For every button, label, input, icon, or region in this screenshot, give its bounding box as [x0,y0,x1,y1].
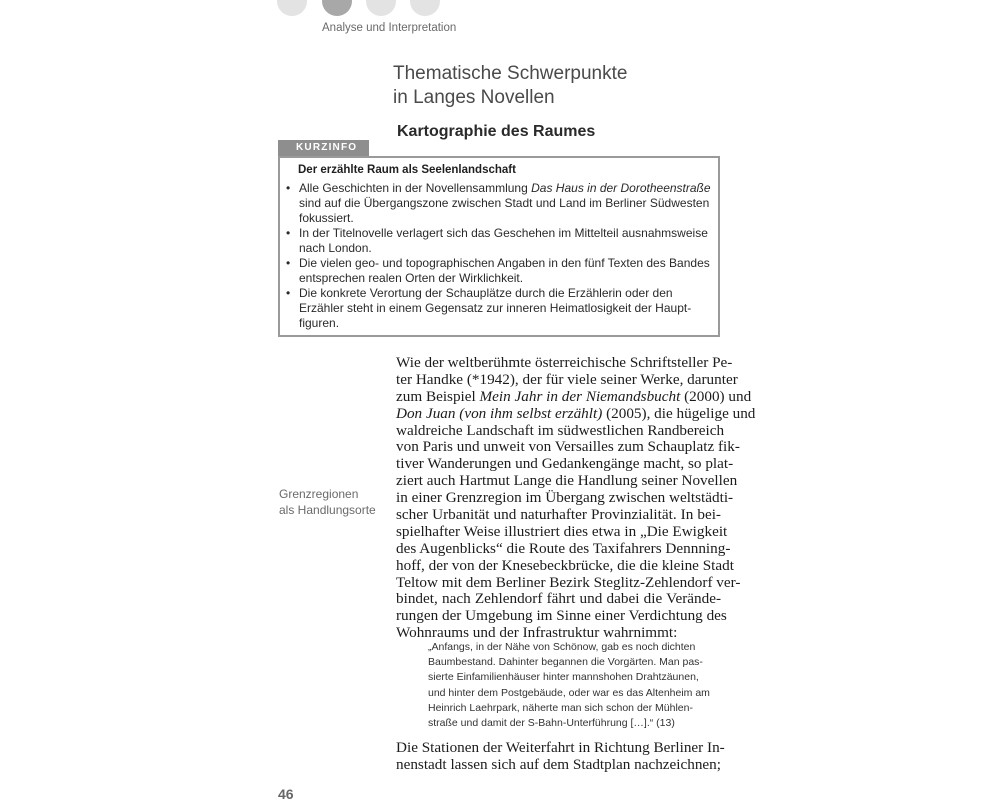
body-paragraph-2 [396,739,725,774]
quote-line: Heinrich Laehrpark, näherte man sich schon der Mühlen- [428,701,693,714]
text-line: Die Stationen der Weiterfahrt in Richtung Berliner In- [396,739,725,756]
text-line [396,387,752,406]
margin-note [279,486,376,518]
kurzinfo-item-line [299,241,714,256]
kurzinfo-item-line [299,226,714,241]
bullet-icon: • [286,256,291,270]
kurzinfo-item-line [299,196,714,211]
text-run: spielhafter Weise illustriert dies etwa in „Die Ewigkeit [396,522,728,540]
text-run: (2000) und [680,387,752,405]
text-line [396,489,734,507]
text-run: in einer Grenzregion im Übergang zwischen weltstädti- [396,489,734,507]
text-line [299,211,354,225]
text-run: sind auf die Übergangszone zwischen Stadt und Land im Berliner Südwesten [299,196,710,210]
text-line [396,539,731,558]
bullet-icon: • [286,181,291,195]
block-quote [428,640,720,731]
chapter-title-line-2: in Langes Novellen [393,87,555,108]
text-line [299,256,710,270]
text-line [396,522,728,541]
kurzinfo-item-line [299,211,714,226]
margin-note-line-1: Grenzregionen [279,487,359,501]
text-line [396,421,725,440]
kurzinfo-item-line [299,256,714,271]
text-line [396,556,734,575]
kurzinfo-item-line [299,316,714,331]
margin-note-line-2: als Handlungsorte [279,503,376,517]
section-label: Analyse und Interpretation [322,22,457,34]
kurzinfo-item [286,256,714,286]
text-run: tiver Wanderungen und Gedankengänge macht, so plat- [396,455,734,473]
chapter-indicator-4 [410,0,440,16]
text-line [299,181,711,195]
text-line [396,607,727,625]
text-line [396,455,734,473]
body-paragraph [396,354,756,642]
chapter-title-line-1: Thematische Schwerpunkte [393,63,628,84]
kurzinfo-item-line [299,181,714,196]
text-line [299,286,673,300]
chapter-indicator-2-active [322,0,352,16]
kurzinfo-item-line [299,286,714,301]
text-line [396,507,721,524]
text-run: fokussiert. [299,211,354,225]
section-subtitle: Kartographie des Raumes [397,123,596,140]
text-line [396,591,721,608]
text-line [396,370,738,389]
kurzinfo-item [286,226,714,256]
text-line [396,472,738,490]
quote-line: sierte Einfamilienhäuser hinter mannshohen Drahtzäunen, [428,671,699,684]
text-run: rungen der Umgebung im Sinne einer Verdichtung des [396,607,727,625]
text-run: Die konkrete Verortung der Schauplätze durch die Erzählerin oder den [299,286,673,300]
quote-line: straße und damit der S-Bahn-Unterführung […].“ (13) [428,717,675,730]
text-run: In der Titelnovelle verlagert sich das Geschehen im Mittelteil ausnahmsweise [299,226,708,240]
quote-line: „Anfangs, in der Nähe von Schönow, gab es noch dichten [428,641,696,653]
text-run: figuren. [299,316,340,330]
text-run: Wie der weltberühmte österreichische Schriftsteller Pe- [396,354,733,371]
text-run: Alle Geschichten in der Novellensammlung [299,181,532,195]
text-line [299,271,523,285]
kurzinfo-list [286,181,714,331]
text-run: von Paris und unweit von Versailles zum Schauplatz fik- [396,438,740,456]
text-run: Teltow mit dem Berliner Bezirk Steglitz-Zehlendorf ver- [396,573,741,591]
text-line [396,573,741,592]
quote-line: und hinter dem Postgebäude, oder war es das Altenheim am [428,686,710,699]
text-line: nenstadt lassen sich auf dem Stadtplan nachzeichnen; [396,755,721,773]
kurzinfo-item-line [299,271,714,286]
title-italic: Das Haus in der Dorotheenstraße [531,181,711,195]
text-run: entsprechen realen Orten der Wirklichkeit. [299,271,524,285]
text-line [299,241,372,255]
text-run: (2005), die hügelige und [602,404,756,422]
text-run: hoff, der von der Knesebeckbrücke, die die kleine Stadt [396,556,734,574]
text-run: ziert auch Hartmut Lange die Handlung seiner Novellen [396,472,738,490]
title-italic: Mein Jahr in der Niemandsbucht [479,387,681,405]
text-run: Wohnraums und der Infrastruktur wahrnimmt: [396,624,678,642]
chapter-title [393,62,627,110]
text-run: bindet, nach Zehlendorf fährt und dabei die Verände- [396,590,721,608]
page-number: 46 [278,786,294,802]
kurzinfo-heading: Der erzählte Raum als Seelenlandschaft [298,164,516,176]
text-line [396,438,740,456]
quote-line: Baumbestand. Dahinter begannen die Vorgärten. Man pas- [428,656,703,669]
text-line [299,316,339,330]
text-line [299,226,708,240]
text-run: zum Beispiel [396,387,480,405]
kurzinfo-item [286,181,714,226]
text-run: waldreiche Landschaft im südwestlichen Randbereich [396,421,725,439]
text-run: nach London. [299,241,372,255]
text-run: Erzähler steht in einem Gegensatz zur inneren Heimatlosigkeit der Haupt- [299,301,692,315]
bullet-icon: • [286,286,291,300]
text-line [396,404,756,423]
text-run: ter Handke (*1942), der für viele seiner Werke, darunter [396,370,738,388]
chapter-indicator-3 [366,0,396,16]
kurzinfo-item-line [299,301,714,316]
bullet-icon: • [286,226,291,240]
text-line [396,354,733,372]
kurzinfo-tab: KURZINFO [278,140,369,156]
text-run: Die vielen geo- und topographischen Angaben in den fünf Texten des Bandes [299,256,710,270]
title-italic: Don Juan (von ihm selbst erzählt) [396,404,603,422]
text-run: scher Urbanität und naturhafter Provinzialität. In bei- [396,506,721,524]
kurzinfo-item [286,286,714,331]
text-line [299,301,691,315]
chapter-indicator-1 [277,0,307,16]
text-line [299,196,709,210]
text-run: des Augenblicks“ die Route des Taxifahrers Dennning- [396,539,731,557]
